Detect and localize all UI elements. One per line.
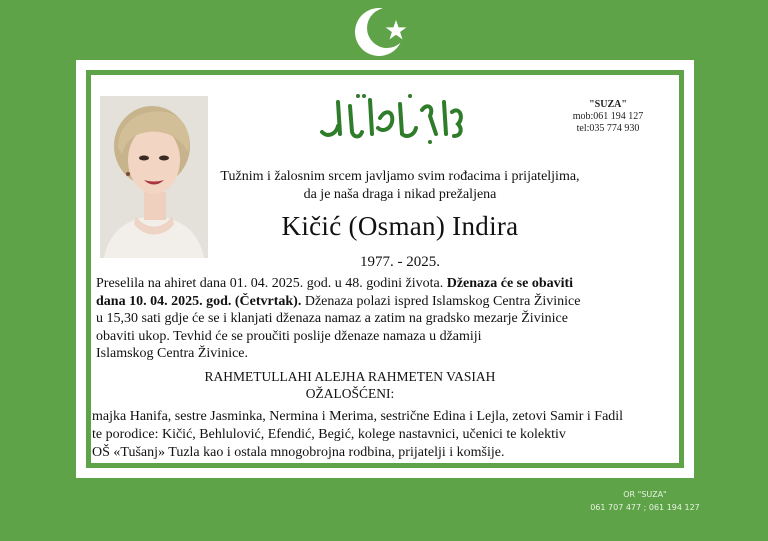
agency-phone: tel:035 774 930 xyxy=(576,123,640,134)
announcement-line-3: u 15,30 sati gdje će se i klanjati dženaza namaz a zatim na gradsko mezarje Živinice xyxy=(96,311,568,326)
agency-contact xyxy=(558,99,658,135)
announcement-line-5: Islamskog Centra Živinice. xyxy=(96,346,249,361)
portrait-photo xyxy=(100,96,208,258)
intro-text xyxy=(200,168,600,204)
intro-line-2: da je naša draga i nikad prežaljena xyxy=(303,187,497,202)
footer-agency: OR "SUZA" xyxy=(623,490,667,499)
mourners-line-3: OŠ «Tušanj» Tuzla kao i ostala mnogobrojna rodbina, prijatelji i komšije. xyxy=(92,445,505,460)
mourners-list xyxy=(92,408,672,462)
agency-name: "SUZA" xyxy=(589,99,627,110)
announcement-line-4: obaviti ukop. Tevhid će se proučiti poslije dženaze namaza u džamiji xyxy=(96,328,482,344)
announcement-bold-1: Dženaza će se obaviti xyxy=(446,276,574,291)
deceased-years: 1977. - 2025. xyxy=(360,254,440,270)
announcement-part-1: Preselila na ahiret dana 01. 04. 2025. god. u 48. godini života. xyxy=(96,276,447,291)
announcement-bold-2: dana 10. 04. 2025. god. (Četvrtak). xyxy=(96,293,302,309)
mourners-line-2: te porodice: Kičić, Behlulović, Efendić, Begić, kolege nastavnici, učenici te kolektiv xyxy=(92,427,566,442)
agency-mobile: mob:061 194 127 xyxy=(572,111,644,122)
footer-phones: 061 707 477 ; 061 194 127 xyxy=(590,503,700,512)
crescent-star-icon xyxy=(352,4,412,60)
funeral-announcement xyxy=(96,275,666,363)
mourners-heading: OŽALOŠĆENI: xyxy=(305,386,395,401)
footer-contact xyxy=(560,488,730,514)
rahmet-line: RAHMETULLAHI ALEJHA RAHMETEN VASIAH xyxy=(204,369,496,384)
mourners-line-1: majka Hanifa, sestre Jasminka, Nermina i Merima, sestrične Edina i Lejla, zetovi Samir i Fadil xyxy=(92,409,624,424)
announcement-line-1 xyxy=(96,275,666,293)
deceased-name: Kičić (Osman) Indira xyxy=(281,211,519,241)
intro-line-1: Tužnim i žalosnim srcem javljamo svim rođacima i prijateljima, xyxy=(220,169,580,184)
announcement-line-2 xyxy=(96,293,666,311)
announcement-part-2: Dženaza polazi ispred Islamskog Centra Živinice xyxy=(301,293,581,309)
rahmet-block xyxy=(150,368,550,402)
arabic-calligraphy-inna-lillahi xyxy=(310,88,470,148)
